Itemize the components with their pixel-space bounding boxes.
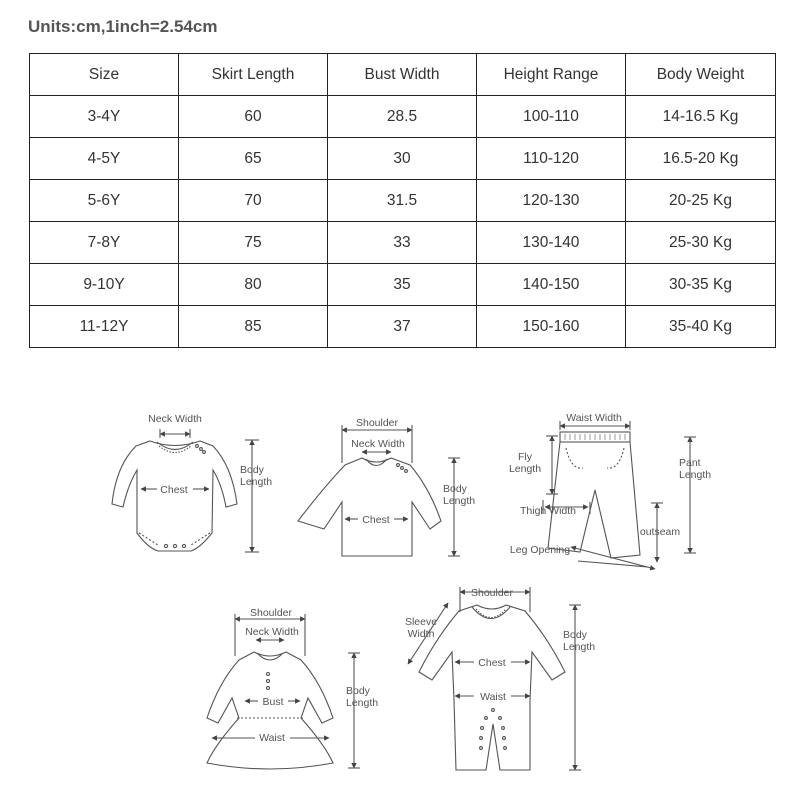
bodysuit-body-label: Body bbox=[240, 464, 264, 476]
table-cell: 75 bbox=[179, 222, 328, 264]
header-size: Size bbox=[30, 54, 179, 96]
dress-body-label: Body bbox=[346, 685, 370, 697]
sweater-chest-label: Chest bbox=[362, 514, 390, 526]
table-cell: 7-8Y bbox=[30, 222, 179, 264]
table-cell: 3-4Y bbox=[30, 96, 179, 138]
table-cell: 28.5 bbox=[328, 96, 477, 138]
bodysuit-chest-label: Chest bbox=[160, 484, 188, 496]
table-cell: 130-140 bbox=[477, 222, 626, 264]
dress-waist-label: Waist bbox=[259, 732, 285, 744]
diagram-labels bbox=[148, 412, 711, 744]
table-cell: 4-5Y bbox=[30, 138, 179, 180]
pants-pant-length-label: Length bbox=[679, 469, 712, 481]
dress-length-label: Length bbox=[346, 697, 379, 709]
dress-shoulder-label: Shoulder bbox=[249, 607, 293, 619]
table-row bbox=[30, 222, 776, 264]
table-header-row bbox=[30, 54, 776, 96]
table-row bbox=[30, 96, 776, 138]
pants-pant-label: Pant bbox=[679, 457, 701, 469]
header-bust-width: Bust Width bbox=[328, 54, 477, 96]
table-cell: 9-10Y bbox=[30, 264, 179, 306]
units-note: Units:cm,1inch=2.54cm bbox=[28, 17, 218, 36]
romper-body-label: Body bbox=[563, 629, 587, 641]
pants-fly-label: Fly bbox=[518, 451, 532, 463]
table-cell: 25-30 Kg bbox=[626, 222, 776, 264]
table-cell: 31.5 bbox=[328, 180, 477, 222]
table-cell: 30-35 Kg bbox=[626, 264, 776, 306]
sweater-shoulder-label: Shoulder bbox=[355, 417, 399, 429]
measurement-diagrams bbox=[0, 390, 800, 800]
romper-sleeve-label: Sleeve bbox=[404, 616, 438, 628]
table-cell: 85 bbox=[179, 306, 328, 348]
romper-waist-label: Waist bbox=[480, 691, 506, 703]
table-cell: 37 bbox=[328, 306, 477, 348]
pants-fly-length-label: Length bbox=[508, 463, 542, 475]
sweater-length-label: Length bbox=[443, 495, 476, 507]
header-body-weight: Body Weight bbox=[626, 54, 776, 96]
romper-length-label: Length bbox=[563, 641, 596, 653]
table-cell: 33 bbox=[328, 222, 477, 264]
bodysuit-length-label: Length bbox=[240, 476, 273, 488]
table-cell: 5-6Y bbox=[30, 180, 179, 222]
table-row bbox=[30, 180, 776, 222]
table-cell: 11-12Y bbox=[30, 306, 179, 348]
header-height-range: Height Range bbox=[477, 54, 626, 96]
romper-shoulder-label: Shoulder bbox=[470, 587, 514, 599]
table-cell: 60 bbox=[179, 96, 328, 138]
romper-diagram bbox=[408, 587, 581, 770]
size-chart-table bbox=[29, 53, 776, 348]
pants-leg-opening-label: Leg Opening bbox=[509, 544, 571, 556]
table-cell: 65 bbox=[179, 138, 328, 180]
table-row bbox=[30, 138, 776, 180]
dress-bust-label: Bust bbox=[262, 696, 284, 708]
bodysuit-neck-width-label: Neck Width bbox=[148, 413, 202, 425]
header-skirt-length: Skirt Length bbox=[179, 54, 328, 96]
pants-waist-width-label: Waist Width bbox=[566, 412, 622, 424]
table-cell: 16.5-20 Kg bbox=[626, 138, 776, 180]
romper-width-label: Width bbox=[407, 628, 435, 640]
table-cell: 150-160 bbox=[477, 306, 626, 348]
table-cell: 100-110 bbox=[477, 96, 626, 138]
table-cell: 80 bbox=[179, 264, 328, 306]
table-row bbox=[30, 264, 776, 306]
table-cell: 30 bbox=[328, 138, 477, 180]
sweater-body-label: Body bbox=[443, 483, 467, 495]
romper-chest-label: Chest bbox=[478, 657, 506, 669]
pants-thigh-width-label: Thigh Width bbox=[519, 505, 577, 517]
table-cell: 70 bbox=[179, 180, 328, 222]
table-cell: 14-16.5 Kg bbox=[626, 96, 776, 138]
pants-outseam-label: outseam bbox=[639, 526, 681, 538]
table-cell: 35 bbox=[328, 264, 477, 306]
table-cell: 35-40 Kg bbox=[626, 306, 776, 348]
sweater-neck-width-label: Neck Width bbox=[351, 438, 405, 450]
dress-neck-width-label: Neck Width bbox=[245, 626, 299, 638]
table-cell: 110-120 bbox=[477, 138, 626, 180]
table-row bbox=[30, 306, 776, 348]
table-cell: 20-25 Kg bbox=[626, 180, 776, 222]
table-cell: 140-150 bbox=[477, 264, 626, 306]
table-cell: 120-130 bbox=[477, 180, 626, 222]
